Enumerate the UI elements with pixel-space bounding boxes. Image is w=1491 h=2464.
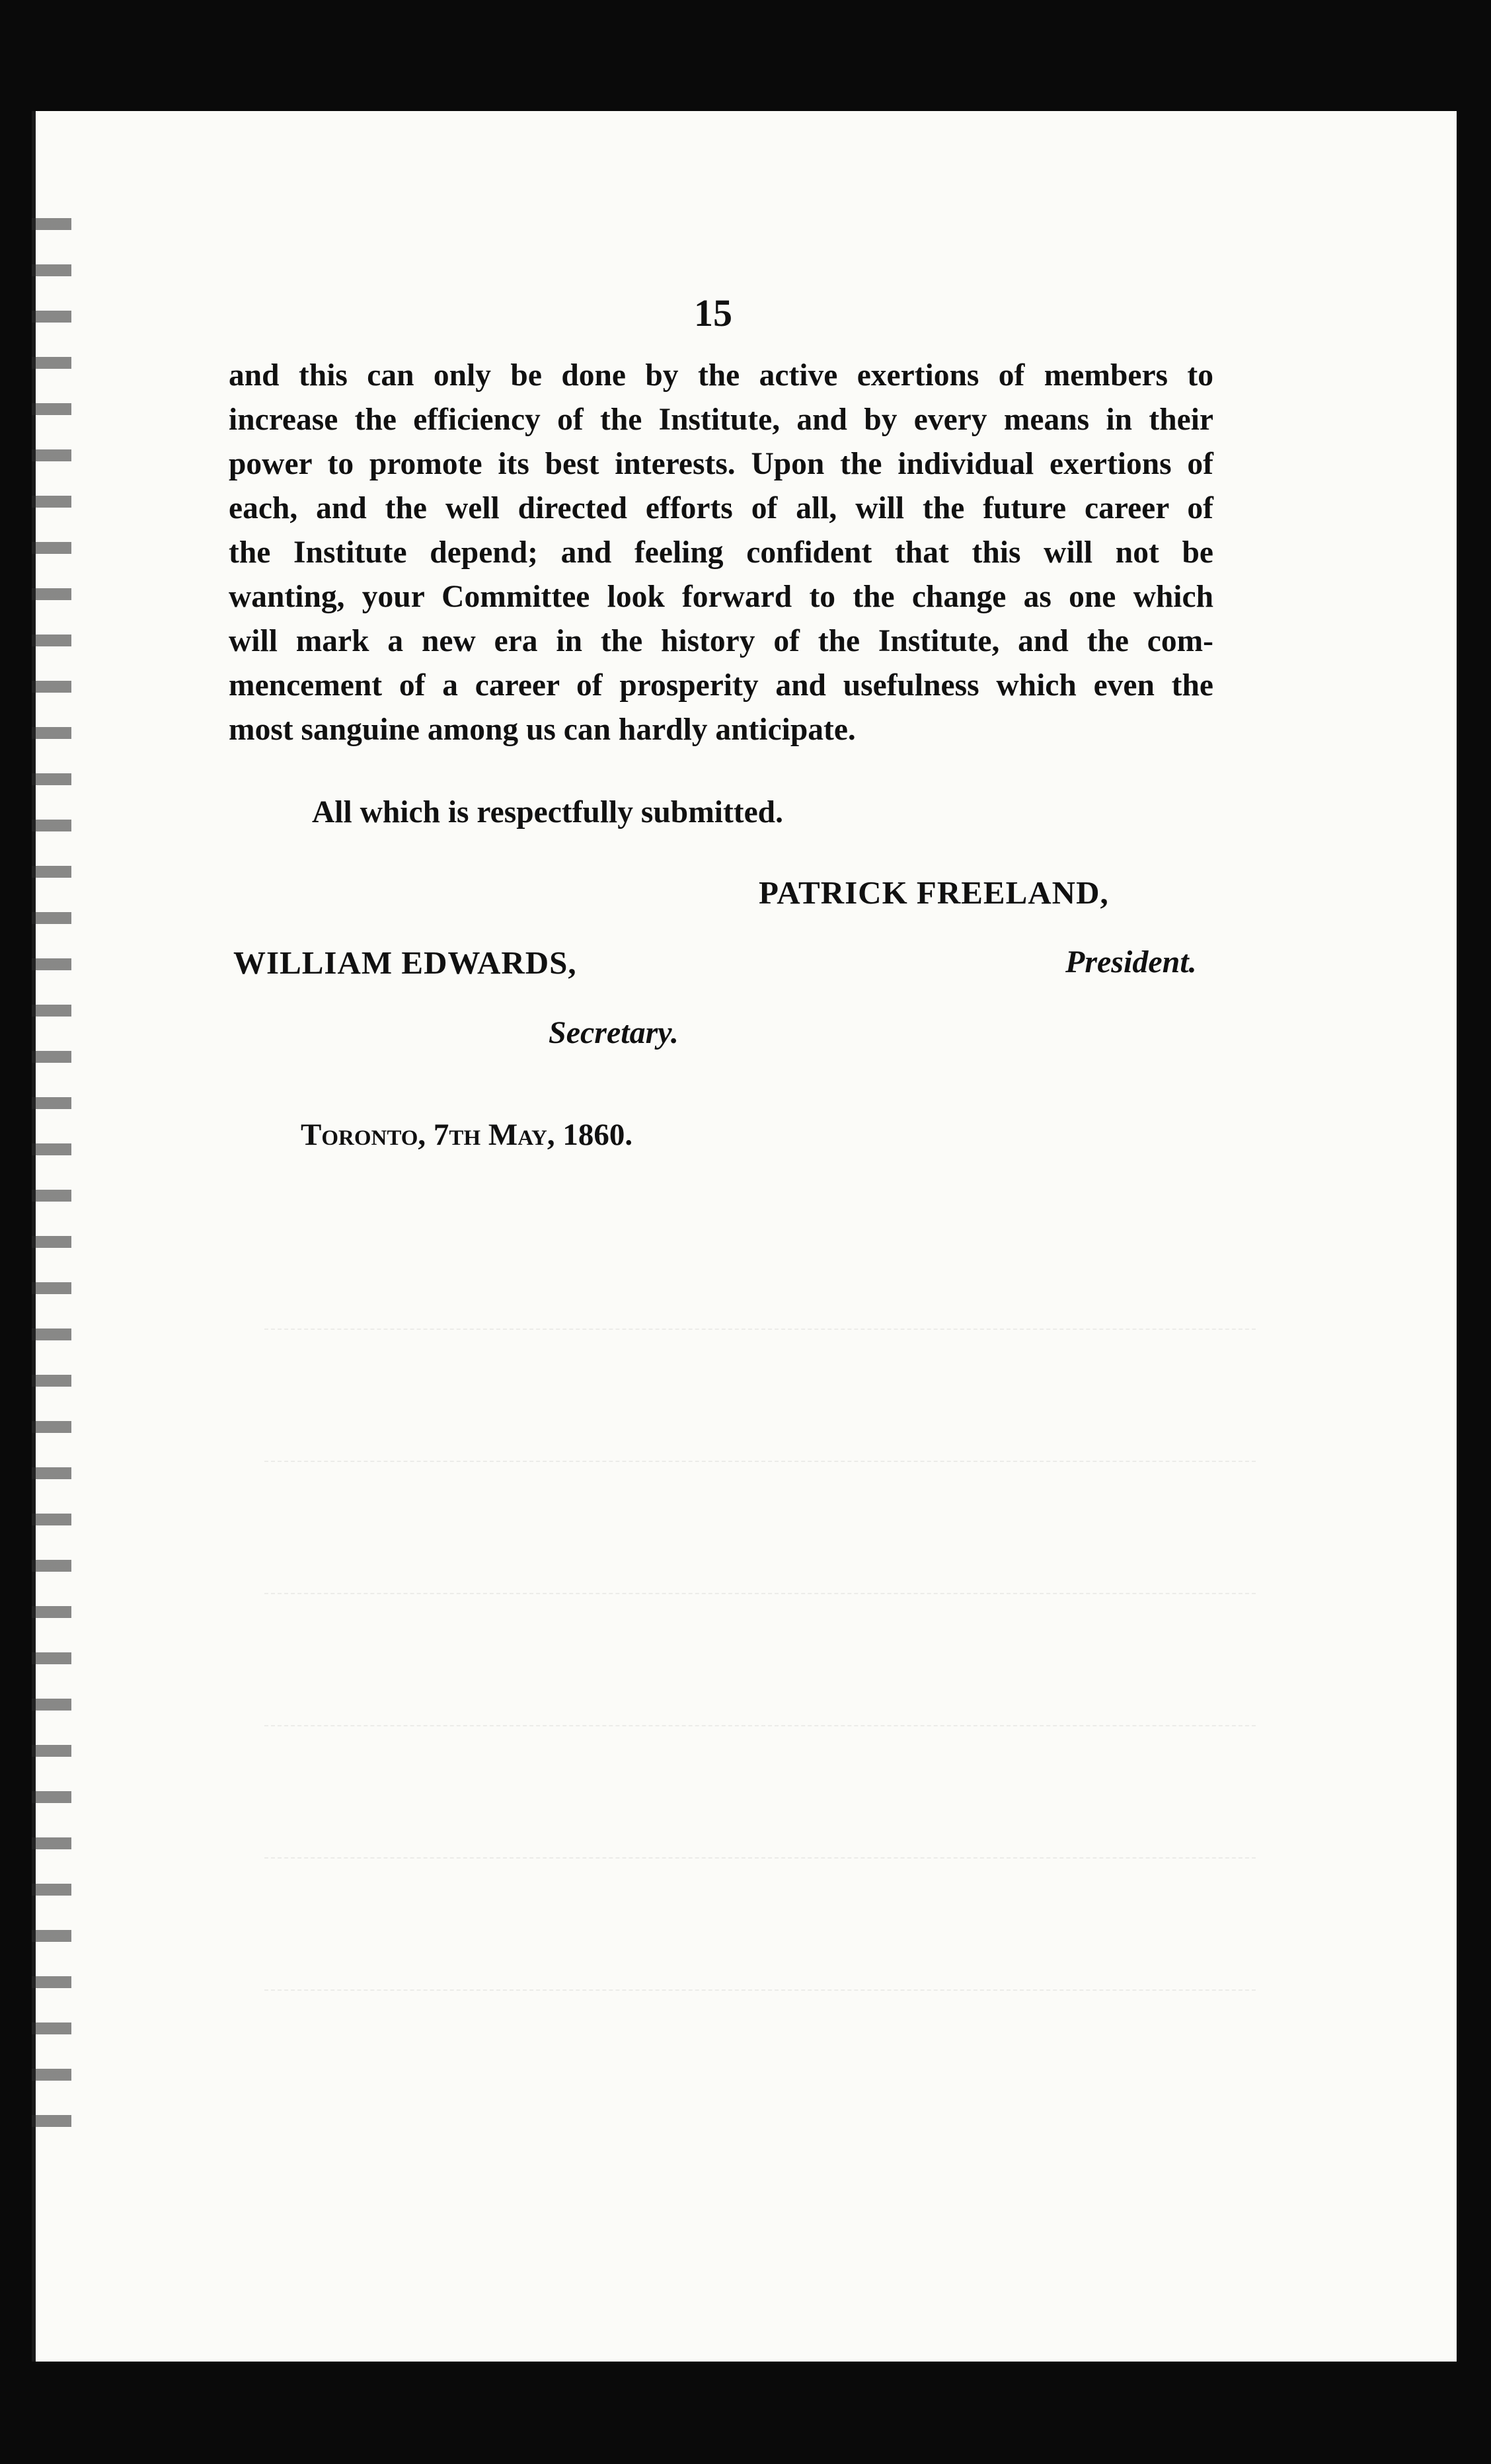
body-line: increase the efficiency of the Institute, and by every means in their	[229, 403, 1213, 437]
bleed-through-line	[264, 1461, 1256, 1462]
body-line: will mark a new era in the history of the Institute, and the com-	[229, 624, 1213, 658]
page-edge-damage	[32, 218, 71, 2135]
secretary-title: Secretary.	[549, 1015, 679, 1050]
page-number: 15	[694, 291, 732, 334]
body-line: each, and the well directed efforts of all, will the future career of	[229, 491, 1213, 525]
closing-line: All which is respectfully submitted.	[312, 795, 783, 829]
president-name: PATRICK FREELAND,	[759, 874, 1109, 911]
body-line: mencement of a career of prosperity and usefulness which even the	[229, 668, 1213, 703]
place-date: Toronto, 7th May, 1860.	[301, 1118, 633, 1152]
president-title: President.	[1065, 944, 1197, 980]
body-line: power to promote its best interests. Upon the individual exertions of	[229, 447, 1213, 481]
bleed-through-line	[264, 1593, 1256, 1594]
bleed-through-line	[264, 1989, 1256, 1991]
body-line: wanting, your Committee look forward to the change as one which	[229, 580, 1213, 614]
bleed-through-line	[264, 1857, 1256, 1859]
bleed-through-line	[264, 1328, 1256, 1330]
body-line: and this can only be done by the active exertions of members to	[229, 358, 1213, 393]
body-line: the Institute depend; and feeling confident that this will not be	[229, 535, 1213, 570]
body-paragraph	[229, 354, 1213, 752]
secretary-name: WILLIAM EDWARDS,	[233, 944, 577, 981]
body-line: most sanguine among us can hardly anticipate.	[229, 712, 856, 747]
bleed-through-line	[264, 1725, 1256, 1726]
